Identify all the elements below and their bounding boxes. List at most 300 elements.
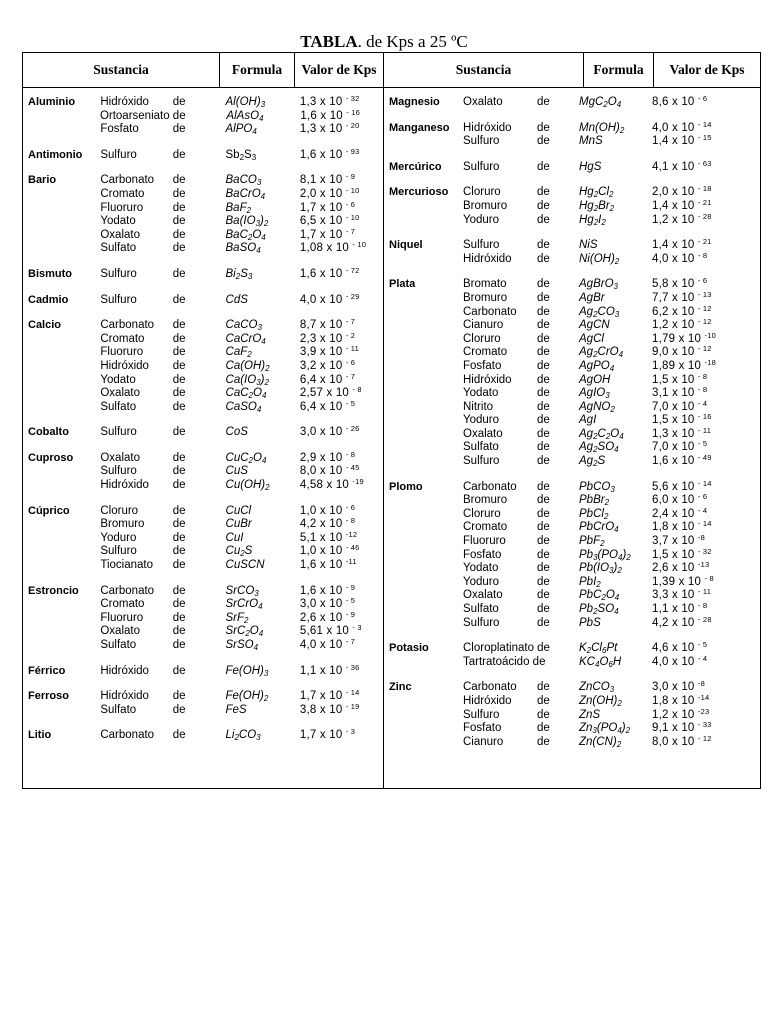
formula: $Ca(IO_3)_2$ [225,373,269,387]
formula: HgS [579,160,602,173]
formula: CaCO$_3$ [225,319,262,333]
table-row [23,123,383,137]
anion-name: Oxalato [100,451,140,464]
anion-name: Yoduro [463,213,500,226]
substance-group [23,426,383,440]
kps-value: 3,3 x 10 $^{- 11}$ [652,587,712,602]
connector-de: de [537,387,550,400]
cation-name [23,215,100,229]
cation-name: Potasio [389,642,429,655]
cation-name: Niquel [389,239,423,252]
anion-name: Carbonato [100,319,155,332]
formula: SrF$_2$ [225,611,249,625]
formula: $Cu(OH)_2$ [225,479,270,493]
kps-value: 1,7 x 10 $^{- 14}$ [299,688,360,703]
cation-name [384,333,463,347]
cation-name: Aluminio [28,96,76,108]
connector-de: de [172,174,186,187]
kps-value: 4,2 x 10 $^{- 8}$ [299,516,356,531]
connector-de: de [537,480,550,493]
cation-name: Antimonio [28,148,83,161]
table-row [23,174,383,188]
formula: ZnS [579,708,601,721]
kps-value: 2,3 x 10 $^{- 2}$ [299,330,356,345]
connector-de: de [172,584,186,597]
anion-name: Carbonato [463,480,517,493]
cation-name [23,639,100,653]
formula: PbF$_2$ [579,535,605,549]
table-row [384,455,760,469]
cation-name [23,374,100,388]
kps-value: 2,4 x 10 $^{- 4}$ [652,505,708,520]
anion-name: Sulfuro [463,455,500,468]
cation-name [23,123,100,137]
formula: BaSO$_4$ [225,242,261,256]
cation-name: Cadmio [28,293,69,306]
anion-name: Cromato [100,332,145,345]
table-row [23,291,383,308]
connector-de: de [537,199,550,212]
formula: $Li_2CO_3$ [225,729,261,743]
connector-de: de [537,455,550,468]
kps-value: 2,0 x 10 $^{- 18}$ [652,184,712,199]
connector-de: de [172,123,186,136]
connector-de: de [172,96,186,108]
connector-de: de [172,479,186,492]
cation-name [384,736,463,750]
connector-de: de [172,729,186,742]
table-row [23,449,383,466]
cation-name [23,532,100,546]
substance-group [384,239,760,266]
kps-value: 8,7 x 10 $^{- 7}$ [299,317,356,332]
formula: $Ag_2CO_3$ [579,305,620,319]
cation-name [384,603,463,617]
anion-name: Sulfato [100,400,137,413]
formula: BaCrO$_4$ [225,187,266,201]
kps-value: 5,6 x 10 $^{- 14}$ [652,478,712,493]
kps-value: 7,7 x 10 $^{- 13}$ [652,289,712,304]
formula: ZnCO$_3$ [579,681,615,695]
kps-value: 5,1 x 10 $^{-12}$ [299,529,358,544]
table-row [23,598,383,612]
header-sustancia-left: Sustancia [23,53,220,88]
connector-de: de [172,426,186,439]
formula: NiS [579,239,598,252]
connector-de: de [172,451,186,464]
table-row [23,357,383,374]
table-row [23,215,383,229]
formula: PbCl$_2$ [579,507,609,521]
connector-de: de [172,545,186,558]
formula: PbCO$_3$ [579,480,615,494]
anion-name: Sulfato [463,441,499,454]
anion-name: Yodato [100,215,136,228]
kps-value: 8,6 x 10 $^{- 6}$ [652,94,708,108]
cation-name: Mercurioso [389,186,449,199]
anion-name: Sulfuro [463,239,500,252]
cation-name [23,387,100,401]
cation-name: Bario [28,174,57,187]
cation-name [23,518,100,532]
substance-group [23,502,383,573]
kps-value: 8,0 x 10 $^{- 45}$ [299,463,360,478]
page-title [0,32,768,52]
connector-de: de [537,400,550,413]
table-row [23,625,383,639]
substance-group [384,681,760,749]
anion-name: Sulfuro [463,160,500,173]
connector-de: de [172,228,186,241]
formula: BaCO$_3$ [225,174,262,188]
cation-name [384,508,463,522]
kps-value: 3,0 x 10 $^{- 5}$ [299,596,356,611]
formula: $SrC_2O_4$ [225,625,264,639]
connector-de: de [537,575,550,588]
formula: SrCO$_3$ [225,584,259,598]
header-formula-left: Formula [220,53,295,88]
title-bold: TABLA [300,32,358,51]
table-row [23,729,383,743]
cation-name: Plomo [389,480,423,493]
anion-name: Fluoruro [100,346,144,359]
connector-de: de [172,319,186,332]
right-panel [384,88,761,789]
table-row [384,733,760,750]
cation-name [384,306,463,320]
formula: $Ag_2S$ [579,455,606,469]
formula: MnS [579,135,603,148]
kps-value: 1,4 x 10 $^{- 15}$ [652,133,712,148]
formula: $Ag_2SO_4$ [579,441,619,455]
cation-name: Ferroso [28,690,69,703]
connector-de: de [172,267,186,280]
cation-name: Calcio [28,319,62,332]
anion-name: Oxalato [463,427,503,440]
kps-value: 1,2 x 10 $^{- 12}$ [652,317,712,332]
anion-name: Ortoarseniato de [99,109,186,122]
connector-de: de [537,213,550,226]
kps-value: 4,0 x 10 $^{- 4}$ [652,653,708,668]
connector-de: de [172,387,186,400]
kps-value: 4,0 x 10 $^{- 14}$ [652,119,712,134]
connector-de: de [172,373,186,386]
connector-de: de [537,373,550,386]
formula: $Hg_2Cl_2$ [579,186,614,200]
anion-name: Cloroplatinato de [463,642,550,655]
anion-name: Sulfato [463,603,499,615]
formula: AgPO$_4$ [579,359,615,373]
cation-name: Férrico [28,664,66,677]
anion-name: Hidróxido [463,121,512,134]
connector-de: de [537,548,550,561]
formula: CaCrO$_4$ [225,332,266,346]
cation-name: Cobalto [28,426,69,439]
anion-name: Bromuro [100,518,145,531]
cation-name [23,360,100,374]
cation-name [384,360,463,374]
connector-de: de [172,504,186,517]
cation-name [23,202,100,216]
table-row [384,96,760,110]
table-row [23,346,383,360]
table-row [23,199,383,216]
substance-group [23,265,383,282]
kps-value: 1,3 x 10 $^{- 20}$ [299,121,360,136]
anion-name: Sulfuro [100,426,137,439]
anion-name: Cloruro [100,504,139,517]
cation-name: Mercúrico [389,160,442,173]
cation-name [384,200,463,214]
kps-value: 4,0 x 10 $^{- 8}$ [652,250,708,265]
table-row [23,96,383,110]
anion-name: Bromato [463,278,507,291]
formula: $CaC_2O_4$ [225,387,267,401]
anion-name: Tiocianato [100,559,153,572]
table-row [384,135,760,149]
formula: PbI$_2$ [579,575,601,589]
connector-de: de [172,625,186,638]
anion-name: Sulfato [100,703,137,716]
connector-de: de [172,359,186,372]
kps-value: 7,0 x 10 $^{- 4}$ [652,398,708,413]
cation-name [384,214,463,228]
cation-name [23,229,100,243]
kps-value: 4,1 x 10 $^{- 63}$ [652,158,712,173]
anion-name: Cromato [463,521,508,534]
formula: PbS [579,616,601,629]
connector-de: de [537,252,550,265]
formula: PbCrO$_4$ [579,521,619,535]
cation-name [384,589,463,603]
kps-value: 1,5 x 10 $^{- 16}$ [652,412,712,427]
anion-name: Yoduro [100,531,137,544]
connector-de: de [172,531,186,544]
cation-name [384,441,463,455]
formula: CuS [225,465,248,478]
anion-name: Fosfato [463,722,502,735]
cation-name [23,479,100,493]
cation-name [23,545,100,559]
anion-name: Yodato [463,387,499,400]
formula: $MgC_2O_4$ [579,96,622,109]
connector-de: de [537,332,550,345]
kps-value: 8,1 x 10 $^{- 9}$ [299,172,356,187]
anion-name: Sulfuro [100,545,137,558]
kps-value: 1,89 x 10 $^{-18}$ [652,357,716,372]
anion-name: Yodato [100,373,136,386]
cation-name [23,625,100,639]
anion-name: Hidróxido [100,96,149,108]
substance-group [23,96,383,137]
cation-name: Manganeso [389,121,450,134]
table-row [384,250,760,267]
connector-de: de [537,694,550,707]
connector-de: de [537,278,550,291]
substance-group [384,96,760,110]
kps-value: 6,5 x 10 $^{- 10}$ [299,213,360,228]
kps-value: 2,6 x 10 $^{-13}$ [652,560,710,575]
connector-de: de [537,346,550,359]
anion-name: Sulfuro [463,135,500,148]
cation-name: Zinc [389,681,412,694]
cation-name: Magnesio [389,96,440,108]
table-row [23,426,383,440]
formula: $Zn(CN)_2$ [579,735,622,749]
formula: PbBr$_2$ [579,494,610,508]
table-row [23,387,383,401]
formula: FeS [225,703,247,716]
formula: AgCN [579,319,610,332]
substance-group [384,478,760,631]
kps-value: 5,8 x 10 $^{- 6}$ [652,276,708,291]
connector-de: de [537,507,550,520]
anion-name: Hidróxido [100,690,149,703]
kps-value: 1,7 x 10 $^{- 3}$ [299,727,356,742]
formula: CdS [225,293,248,306]
kps-value: 8,0 x 10 $^{- 12}$ [652,733,712,748]
formula: AgI [579,414,597,427]
table-row [23,107,383,124]
header-valor-right: Valor de Kps [654,53,761,88]
connector-de: de [537,735,550,748]
kps-value: 1,5 x 10 $^{- 32}$ [652,546,712,561]
formula: $KC_4O_6H$ [579,655,622,669]
table-row [23,582,383,599]
anion-name: Cianuro [463,735,504,748]
cation-name [384,319,463,333]
connector-de: de [537,589,550,602]
formula: $CuC_2O_4$ [225,451,267,465]
formula: CuCl [225,504,252,517]
substance-group [384,642,760,669]
substance-group [384,119,760,149]
anion-name: Hidróxido [100,359,149,372]
connector-de: de [537,239,550,252]
anion-name: Sulfuro [100,267,137,280]
anion-name: Sulfuro [463,616,500,629]
table-row [23,265,383,282]
anion-name: Oxalato [100,387,140,400]
connector-de: de [172,242,186,255]
right-list [384,88,760,749]
anion-name: Fluoruro [100,201,144,214]
anion-name: Fosfato [463,548,502,561]
kps-value: 6,2 x 10 $^{- 12}$ [652,303,712,318]
formula: $Ba(IO_3)_2$ [225,215,269,229]
table-row [23,518,383,532]
anion-name: Hidróxido [100,479,149,492]
connector-de: de [537,305,550,318]
cation-name: Cúprico [28,504,70,517]
kps-value: 3,1 x 10 $^{- 8}$ [652,385,708,400]
formula: CuSCN [225,559,265,572]
substance-group [23,690,383,717]
anion-name: Carbonato [100,584,155,597]
cation-name: Plata [389,278,416,291]
kps-value: 4,2 x 10 $^{- 28}$ [652,614,712,629]
connector-de: de [537,359,550,372]
connector-de [174,110,226,124]
formula: $Pb(IO_3)_2$ [579,562,622,576]
title-rest: . de Kps a 25 ºC [357,32,468,51]
substance-group [23,729,383,743]
header-row [23,53,761,88]
table-row [23,319,383,333]
kps-value: 1,1 x 10 $^{- 8}$ [652,601,708,615]
formula: SrSO$_4$ [225,639,259,652]
cation-name [384,535,463,549]
kps-value: 4,0 x 10 $^{- 7}$ [299,637,356,651]
formula: AgCl [579,332,604,345]
anion-name: Carbonato [463,305,517,318]
table-row [23,639,383,653]
formula: $Al(OH)_3$ [225,96,266,109]
formula: $PbC_2O_4$ [579,589,620,603]
formula: $Pb_3(PO_4)_2$ [579,548,631,562]
cation-name [384,414,463,428]
kps-value: 1,1 x 10 $^{- 36}$ [299,662,360,677]
cation-name [384,695,463,709]
anion-name: Cromato [463,346,508,359]
cation-name [384,722,463,736]
formula: BaF$_2$ [225,201,252,215]
kps-value: 3,7 x 10 $^{-8}$ [652,533,705,548]
anion-name: Carbonato [100,729,155,742]
anion-name: Carbonato [463,681,517,694]
kps-value: 9,1 x 10 $^{- 33}$ [652,720,712,735]
cation-name [23,704,100,718]
anion-name: Fosfato [100,123,139,136]
formula: CoS [225,426,248,439]
connector-de [537,656,579,670]
table-row [23,465,383,479]
cation-name [384,401,463,415]
anion-name: Cloruro [463,332,501,345]
connector-de: de [172,598,186,611]
connector-de: de [172,293,186,306]
formula: $Ni(OH)_2$ [579,252,620,266]
table-row [23,185,383,202]
anion-name: Cromato [100,187,145,200]
anion-name: Sulfato [100,242,137,255]
connector-de: de [537,616,550,629]
formula: $Sb_2S_3$ [225,148,257,162]
connector-de: de [537,121,550,134]
kps-value: 2,57 x 10 $^{- 8}$ [299,385,362,400]
connector-de: de [172,215,186,228]
body-row [23,88,761,789]
kps-value: 1,7 x 10 $^{- 6}$ [299,199,356,214]
kps-value: 6,4 x 10 $^{- 7}$ [299,371,356,386]
cation-name [23,188,100,202]
formula: AgBrO$_3$ [579,278,618,292]
cation-name [384,374,463,388]
cation-name [384,292,463,306]
cation-name [23,465,100,479]
cation-name [384,521,463,535]
table-row [23,609,383,626]
kps-value: 3,9 x 10 $^{- 11}$ [299,344,359,359]
header-valor-left: Valor de Kps [295,53,384,88]
formula: $Fe(OH)_3$ [225,664,269,678]
table-row [23,479,383,493]
kps-value: 3,8 x 10 $^{- 19}$ [299,701,360,716]
kps-value: 3,0 x 10 $^{- 26}$ [299,424,360,439]
cation-name: Cuproso [28,451,74,464]
anion-name: Hidróxido [463,694,512,707]
formula: $Hg_2I_2$ [579,213,606,227]
